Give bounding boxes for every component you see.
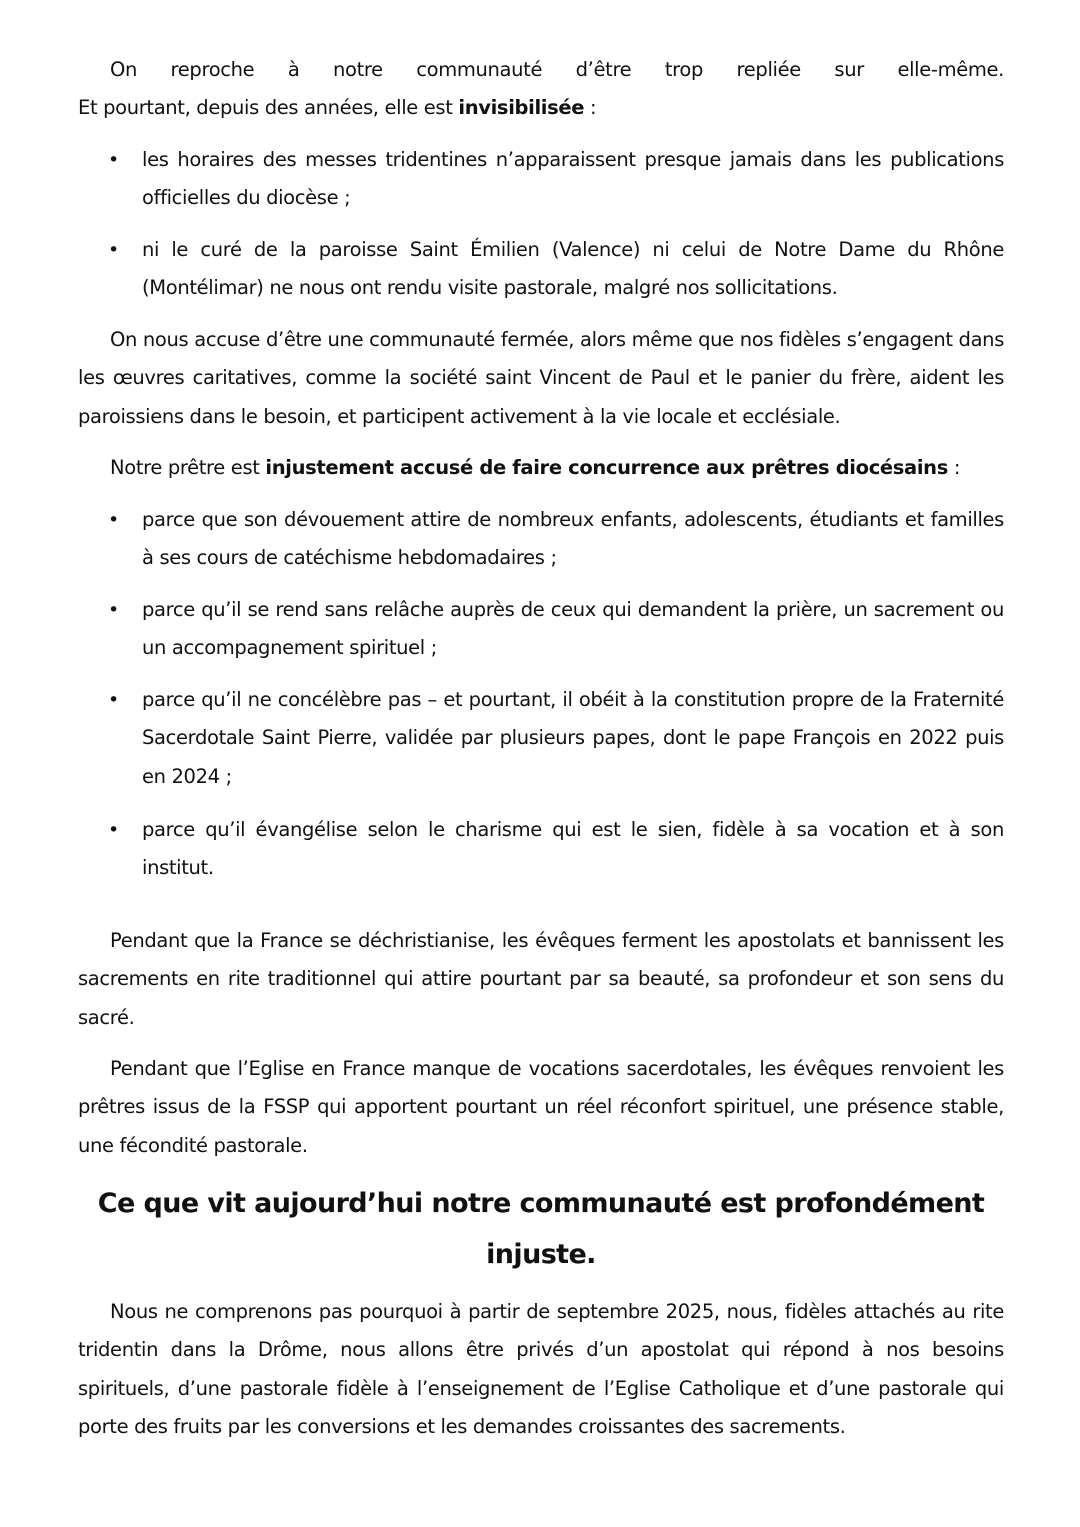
list-item <box>108 811 1004 888</box>
paragraph-4-text: Pendant que la France se déchristianise, les évêques ferment les apostolats et bannissent les sacrements en rite traditionnel qui attire pourtant par sa beauté, sa profondeur et son sens du sacré. <box>78 929 1004 1029</box>
paragraph-5 <box>78 1050 1004 1165</box>
list-item <box>108 681 1004 796</box>
bullet-icon: • <box>108 509 119 531</box>
paragraph-1-line-1 <box>78 51 1004 89</box>
bullet-icon: • <box>108 149 119 171</box>
list-item-text: parce que son dévouement attire de nombreux enfants, adolescents, étudiants et familles à ses cours de catéchisme hebdomadaires ; <box>142 508 1004 570</box>
paragraph-4 <box>78 922 1004 1037</box>
bullet-icon: • <box>108 599 119 621</box>
section-heading <box>78 1178 1004 1280</box>
heading-line-2: injuste. <box>486 1239 596 1270</box>
paragraph-3-colon: : <box>947 456 961 479</box>
bullet-icon: • <box>108 819 119 841</box>
list-item-text: ni le curé de la paroisse Saint Émilien (Valence) ni celui de Notre Dame du Rhône (Montélimar) ne nous ont rendu visite pastorale, malgré nos sollicitations. <box>142 238 1004 300</box>
paragraph-6-text: Nous ne comprenons pas pourquoi à partir de septembre 2025, nous, fidèles attachés au rite tridentin dans la Drôme, nous allons être privés d’un apostolat qui répond à nos besoins spirituels, d’une pastorale fidèle à l’enseignement de l’Eglise Catholique et d’une pastorale qui porte des fruits par les conversions et les demandes croissantes des sacrements. <box>78 1300 1004 1438</box>
paragraph-6 <box>78 1293 1004 1446</box>
bullet-icon: • <box>108 239 119 261</box>
list-item-text: parce qu’il ne concélèbre pas – et pourtant, il obéit à la constitution propre de la Fraternité Sacerdotale Saint Pierre, validée par plusieurs papes, dont le pape François en 2022 puis en 2024 ; <box>142 688 1004 788</box>
emphasis-invisibilisee: invisibilisée <box>458 96 585 119</box>
list-item <box>108 231 1004 308</box>
list-item <box>108 141 1004 218</box>
list-item-text: les horaires des messes tridentines n’apparaissent presque jamais dans les publications officielles du diocèse ; <box>142 148 1004 210</box>
paragraph-1-text-2: Et pourtant, depuis des années, elle est <box>78 96 459 119</box>
paragraph-5-text: Pendant que l’Eglise en France manque de vocations sacerdotales, les évêques renvoient les prêtres issus de la FSSP qui apportent pourtant un réel réconfort spirituel, une présence stable, une fécondité pastorale. <box>78 1057 1004 1157</box>
paragraph-1-line-2 <box>78 89 1004 127</box>
list-item-text: parce qu’il évangélise selon le charisme qui est le sien, fidèle à sa vocation et à son institut. <box>142 818 1004 880</box>
emphasis-accusation: injustement accusé de faire concurrence aux prêtres diocésains <box>265 456 948 479</box>
paragraph-1-text: On reproche à notre communauté d’être trop repliée sur elle-même. <box>110 58 1004 81</box>
heading-line-1: Ce que vit aujourd’hui notre communauté est profondément <box>97 1188 985 1219</box>
paragraph-3 <box>78 449 1004 487</box>
paragraph-3-text: Notre prêtre est <box>110 456 266 479</box>
paragraph-1-colon: : <box>584 96 597 119</box>
bullet-icon: • <box>108 689 119 711</box>
list-item-text: parce qu’il se rend sans relâche auprès de ceux qui demandent la prière, un sacrement ou un accompagnement spirituel ; <box>142 598 1004 660</box>
list-item <box>108 501 1004 578</box>
list-item <box>108 591 1004 668</box>
paragraph-2 <box>78 321 1004 436</box>
paragraph-2-text: On nous accuse d’être une communauté fermée, alors même que nos fidèles s’engagent dans les œuvres caritatives, comme la société saint Vincent de Paul et le panier du frère, aident les paroissiens dans le besoin, et participent activement à la vie locale et ecclésiale. <box>78 328 1004 428</box>
